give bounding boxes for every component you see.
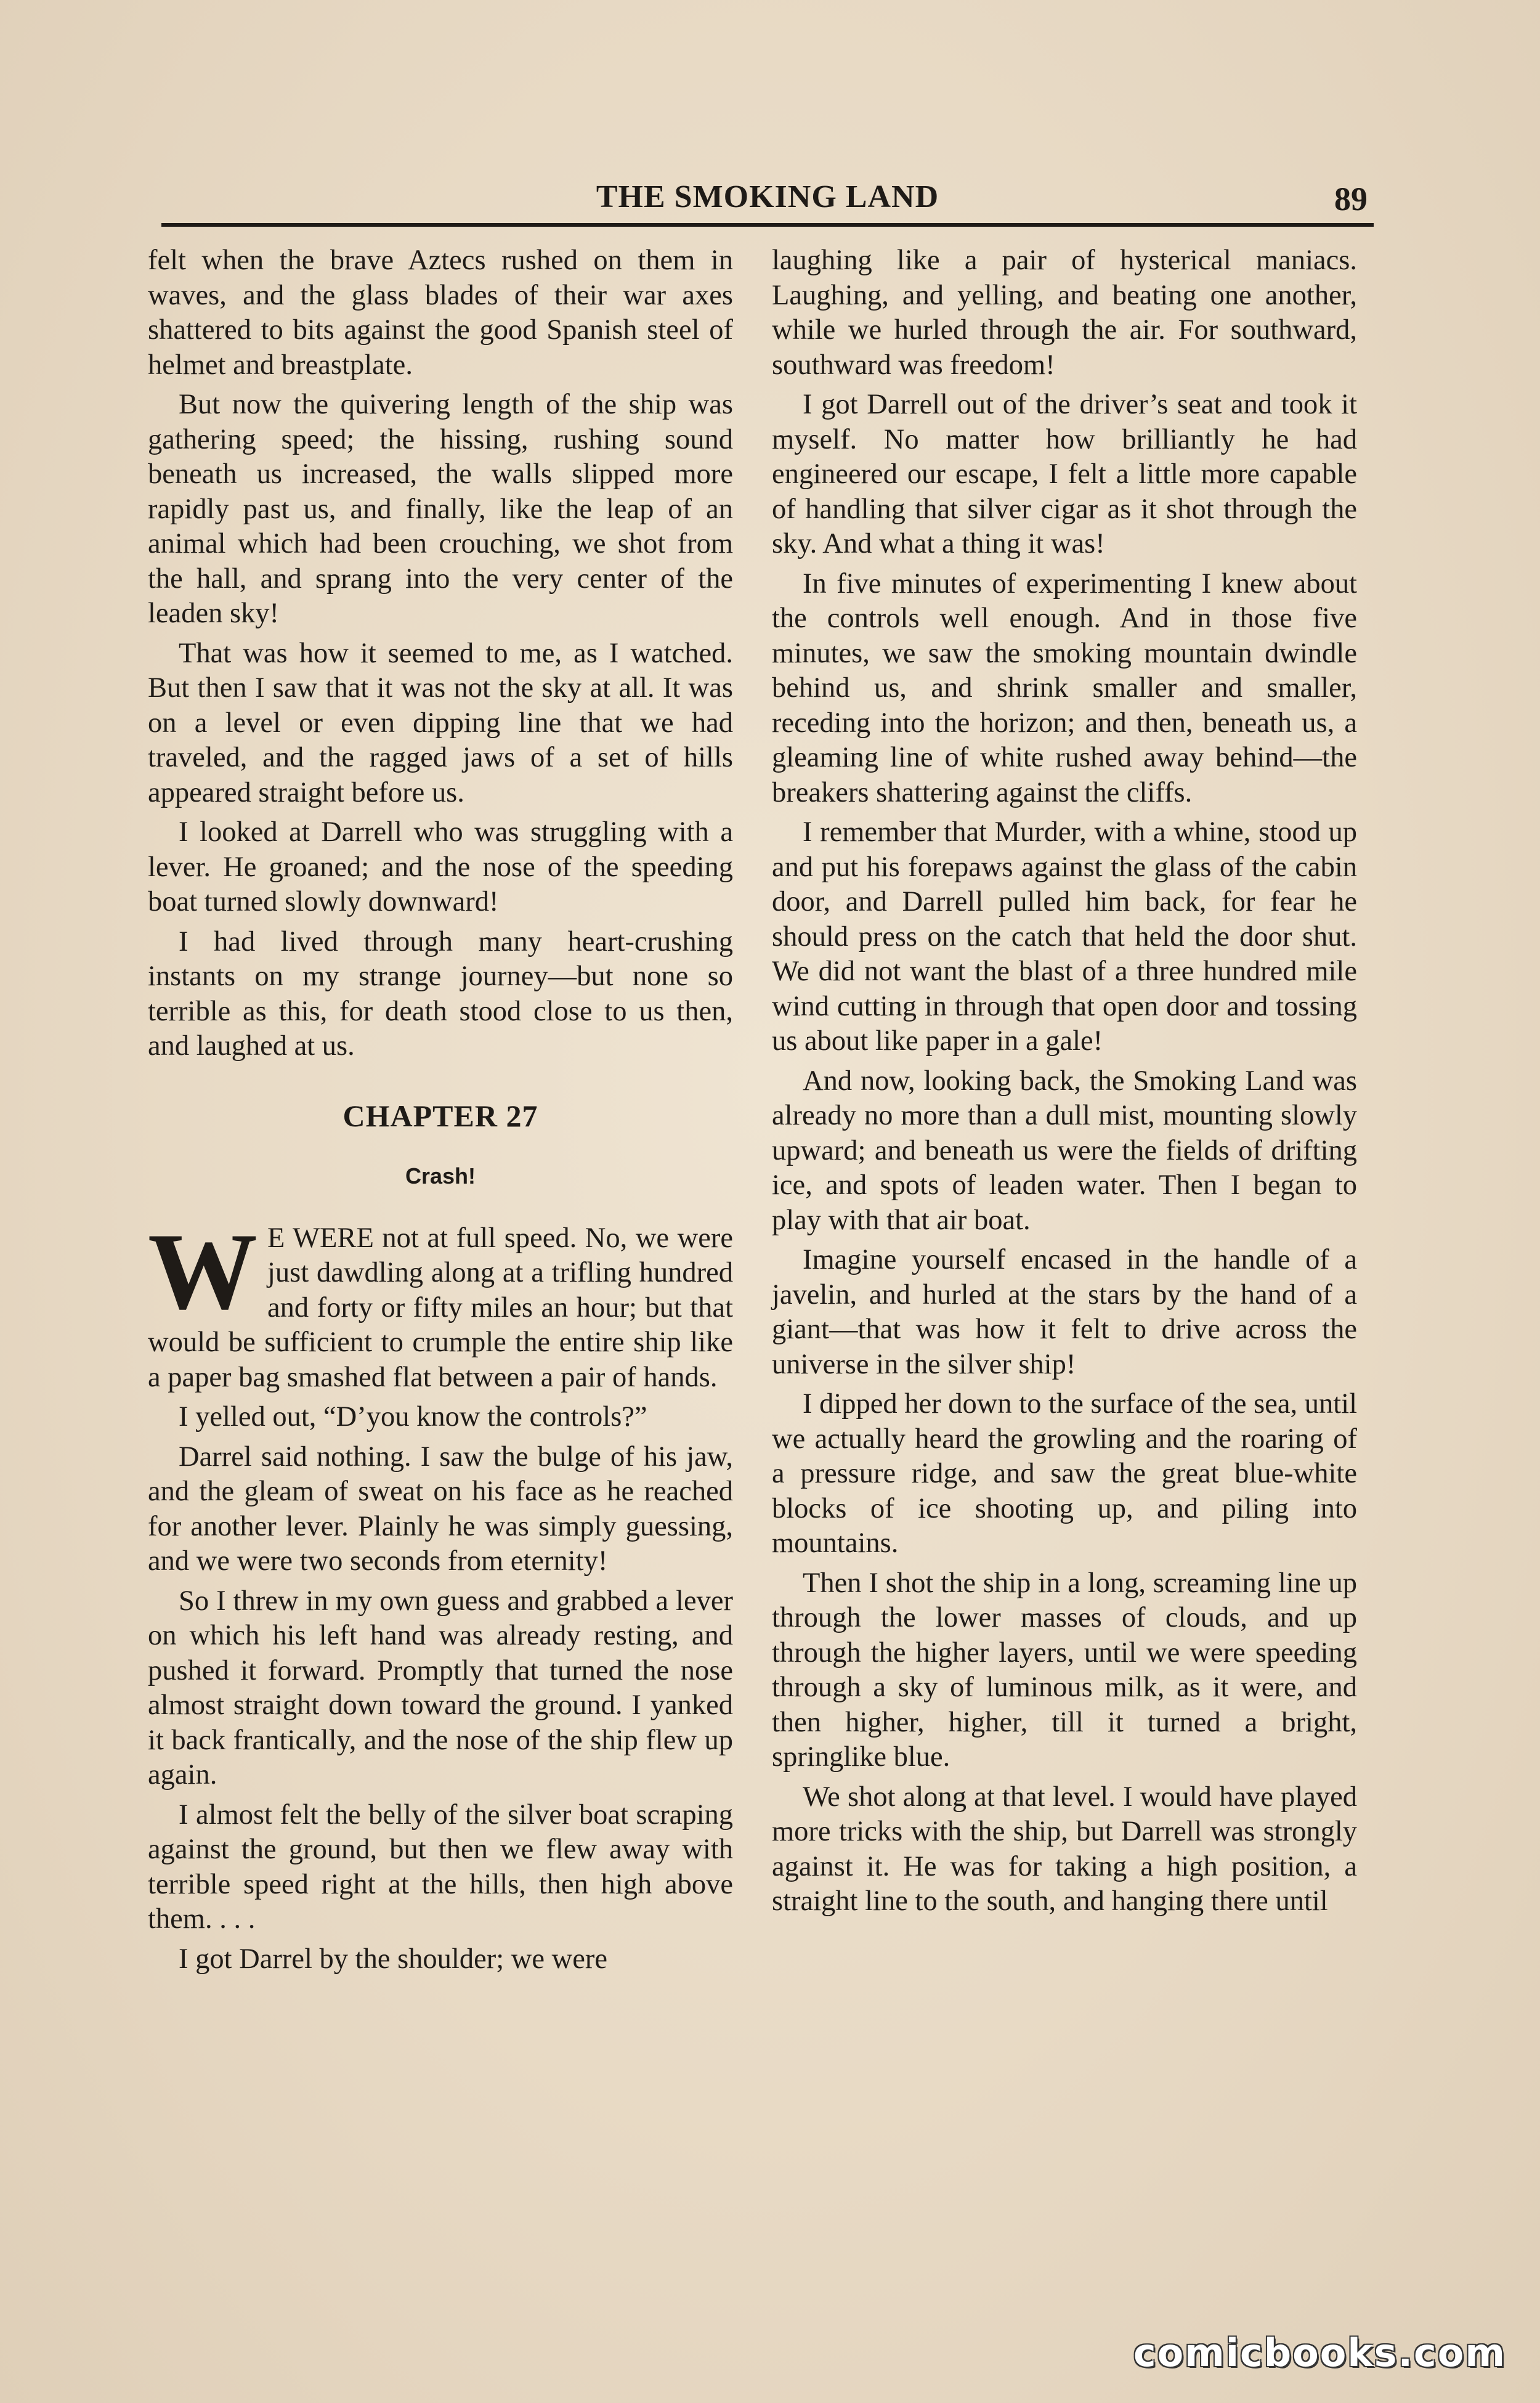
header-rule [161, 223, 1374, 227]
running-title: THE SMOKING LAND [596, 179, 939, 214]
chapter-heading: CHAPTER 27 [342, 1098, 538, 1133]
paragraph: Imagine yourself encased in the handle of a javelin, and hurled at the stars by the hand of a giant—that was how it felt to drive across the universe in the silver ship! [772, 1244, 1357, 1380]
opening-paragraph [148, 1210, 733, 1396]
watermark: comicbooks.com [1133, 2330, 1506, 2375]
page-number: 89 [1334, 181, 1368, 218]
paragraph: We shot along at that level. I would have played more tricks with the ship, but Darrell was strongly against it. He was for taking a high position, a straight line to the south, and hanging there until [772, 1781, 1357, 1917]
paragraph: Then I shot the ship in a long, screaming line up through the lower masses of clouds, and up through the higher layers, until we were speeding through a sky of luminous milk, as it were, and then higher, higher, till it turned a bright, springlike blue. [772, 1567, 1357, 1773]
left-column [148, 243, 733, 1982]
paragraph: I dipped her down to the surface of the sea, until we actually heard the growling and the roaring of a pressure ridge, and saw the great blue-white blocks of ice shooting up, and piling into mountains. [772, 1388, 1358, 1559]
right-column [772, 243, 1357, 1924]
paragraph: I had lived through many heart-crushing instants on my strange journey—but none so terrible as this, for death stood close to us then, and laughed at us. [148, 925, 733, 1062]
paragraph: But now the quivering length of the ship was gathering speed; the hissing, rushing sound beneath us increased, the walls slipped more rapidly past us, and finally, like the leap of an animal which had been crouching, we shot from the hall, and sprang into the very center of the leaden sky! [148, 389, 733, 629]
paragraph: laughing like a pair of hysterical maniacs. Laughing, and yelling, and beating one another, while we hurled through the air. For southward, southward was freedom! [772, 245, 1357, 381]
drop-cap: W [148, 1210, 257, 1332]
paragraph: felt when the brave Aztecs rushed on them in waves, and the glass blades of their war axes shattered to bits against the good Spanish steel of helmet and breastplate. [148, 245, 733, 381]
chapter-subtitle: Crash! [405, 1163, 476, 1189]
paragraph: I almost felt the belly of the silver boat scraping against the ground, but then we flew away with terrible speed right at the hills, then high above them. . . . [148, 1799, 733, 1935]
paragraph: I looked at Darrell who was struggling with a lever. He groaned; and the nose of the speeding boat turned slowly downward! [148, 816, 733, 917]
opening-paragraph-text: E WERE not at full speed. No, we were just dawdling along at a trifling hundred and forty or fifty miles an hour; but that would be sufficient to crumple the entire ship like a paper bag smashed flat between a pair of hands. [148, 1222, 733, 1393]
page-header [161, 174, 1374, 218]
paragraph: I remember that Murder, with a whine, stood up and put his forepaws against the glass of the cabin door, and Darrell pulled him back, for fear he should press on the catch that held the door shut. We did not want the blast of a three hundred mile wind cutting in through that open door and tossing us about like paper in a gale! [772, 816, 1357, 1057]
paragraph: Darrel said nothing. I saw the bulge of his jaw, and the gleam of sweat on his face as he reached for another lever. Plainly he was simply guessing, and we were two seconds from eternity! [148, 1441, 733, 1577]
paragraph: I yelled out, “D’you know the controls?” [179, 1401, 647, 1433]
paragraph: I got Darrel by the shoulder; we were [179, 1943, 607, 1975]
paragraph: That was how it seemed to me, as I watched. But then I saw that it was not the sky at all. It was on a level or even dipping line that we had traveled, and the ragged jaws of a set of hills appeared straight before us. [148, 637, 733, 808]
paragraph: And now, looking back, the Smoking Land was already no more than a dull mist, mounting slowly upward; and beneath us were the fields of drifting ice, and spots of leaden water. Then I began to play with that air boat. [772, 1065, 1357, 1236]
paragraph: So I threw in my own guess and grabbed a lever on which his left hand was already resting, and pushed it forward. Promptly that turned the nose almost straight down toward the ground. I yanked it back frantically, and the nose of the ship flew up again. [148, 1585, 733, 1791]
paragraph: In five minutes of experimenting I knew about the controls well enough. And in those five minutes, we saw the smoking mountain dwindle behind us, and shrink smaller and smaller, receding into the horizon; and then, beneath us, a gleaming line of white rushed away behind—the breakers shattering against the cliffs. [772, 567, 1357, 808]
paragraph: I got Darrell out of the driver’s seat and took it myself. No matter how brilliantly he had engineered our escape, I felt a little more capable of handling that silver cigar as it shot through the sky. And what a thing it was! [772, 389, 1357, 559]
